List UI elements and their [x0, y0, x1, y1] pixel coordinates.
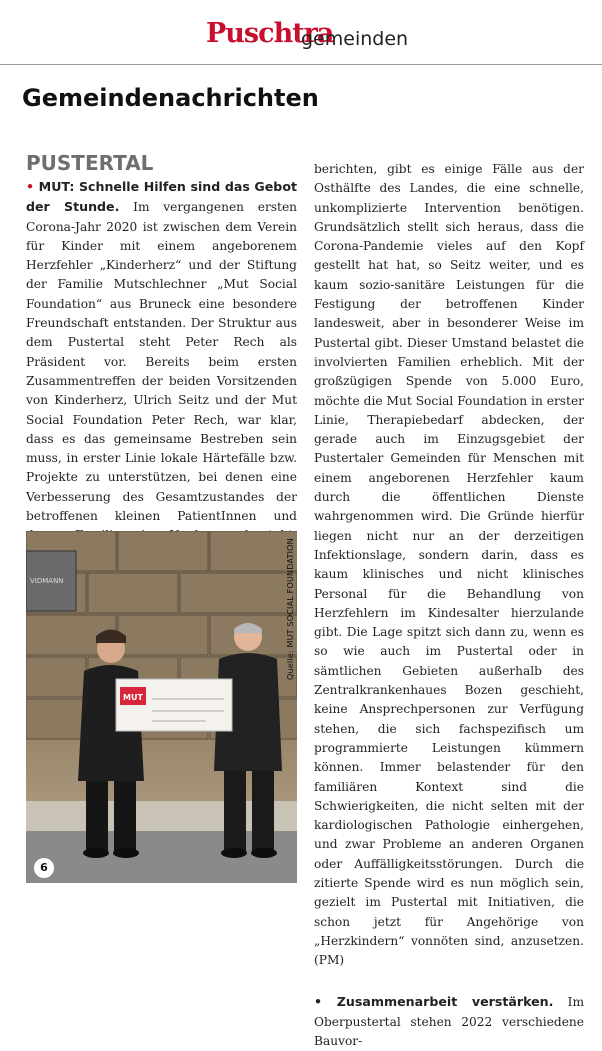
- masthead: [0, 0, 602, 65]
- cheque-logo: MUT: [123, 693, 143, 702]
- article-body-left: Im vergangenen ersten Corona-Jahr 2020 ist zwischen dem Verein für Kinder mit einem angeborenem Herzfehler „Kinderherz“ und der Stiftung der Familie Mutschlechner „Mut Social Foundation“ aus Bruneck eine besondere Freundschaft entstanden. Der Struktur aus dem Pustertal steht Peter Rech als Präsident vor. Bereits beim ersten Zusammentreffen der beiden Vorsitzenden von Kinderherz, Ulrich Seitz und der Mut Social Foundation Peter Rech, war klar, dass es das gemeinsame Bestreben sein muss, in erster Linie lokale Härtefälle bzw. Projekte zu unterstützen, bei denen eine Verbesserung des Gesamtzustandes der betroffenen kleinen PatientInnen und: [26, 200, 298, 524]
- brand-logo: Puschtra: [206, 18, 334, 49]
- photo-illustration: [26, 531, 297, 883]
- article-headline-text: MUT: Schnelle Hilfen sind das Gebot der Stunde.: [26, 179, 297, 215]
- article-photo: [26, 531, 297, 883]
- region-heading: PUSTERTAL: [26, 151, 154, 175]
- photo-credit: Quelle: MUT SOCIAL FOUNDATION: [286, 538, 295, 680]
- brand-subtitle: gemeinden: [301, 28, 409, 50]
- article-right-column: [314, 160, 584, 1051]
- article2-headline-text: Zusammenarbeit verstärken.: [336, 994, 554, 1010]
- article2-headline: [314, 994, 553, 1009]
- article-left-column: [26, 177, 297, 565]
- article2: [314, 992, 584, 1051]
- plaque-text: VIDMANN: [30, 577, 64, 585]
- page-number-badge: 6: [34, 858, 54, 878]
- article-body-right: berichten, gibt es einige Fälle aus der Osthälfte des Landes, die eine schnelle, unkomplizierte Intervention benötigen. Grundsätzlich stellt sich heraus, dass die Corona-Pandemie vieles auf den Kopf gestellt hat hat, so Seitz weiter, und es kaum sozio-sanitäre Leistungen für die Festigung der betroffenen Kinder landesweit, aber in besonderer Weise im Pustertal gibt. Dieser Umstand belastet die involvierten Familien erheblich. Mit der großzügigen Spende von 5.000 Euro, möchte die Mut Social Foundation in erster Linie, Therapiebedarf abdecken, der gerade auch im Einzugsgebiet der Pustertaler Gemeinden für Menschen mit einem angeborenen Herzfehler kaum durch die öffentlichen Dienste wahrgenommen wird. Die Gründe hierfür liegen nicht nur an der derzeitigen Infektionslage, sondern darin, dass es kaum klinisches und nicht klinisches Personal für die Behandlung von Herzfehlern im Kindesalter hierzulande gibt. Die Lage spitzt sich dann zu, wenn es so wie auch im Pustertal oder in sämtlichen Gebieten außerhalb des Zentralkrankenhaues Bozen geschieht, keine Ansprechpersonen zur Verfügung stehen, die sich fachspezifisch um programmierte Leistungen kümmern können. Immer belastender für den familiären Kontext sind die Schwierigkeiten, die nicht selten mit der kardiologischen Pathologie einhergehen, und zwar Probleme an anderen Organen oder Auffälligkeitsstörungen. Durch die zitierte Spende wird es nun möglich sein, gezielt im Pustertal mit Initiativen, die schon jetzt für Angehörige von „Herzkindern“ vonnöten sind, anzusetzen. (PM): [314, 162, 584, 968]
- bullet-icon: •: [26, 179, 35, 194]
- bullet-icon: •: [314, 994, 323, 1010]
- article2-body: Im Oberpustertal stehen 2022 verschiedene Bauvor-: [314, 995, 584, 1049]
- page-title: Gemeindenachrichten: [22, 84, 319, 112]
